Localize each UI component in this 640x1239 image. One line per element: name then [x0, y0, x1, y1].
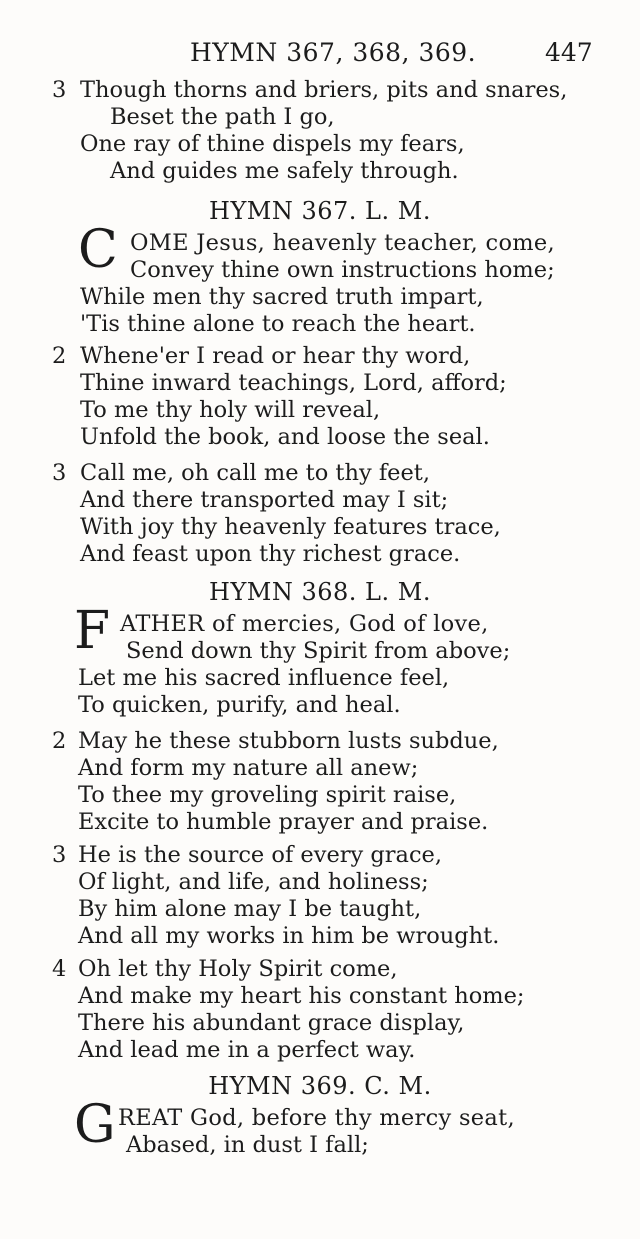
verse-line: OME Jesus, heavenly teacher, come, — [130, 230, 555, 256]
verse-line: Let me his sacred influence feel, — [78, 665, 450, 691]
verse-number: 2 — [52, 728, 67, 754]
verse-line: And lead me in a perfect way. — [78, 1037, 416, 1063]
hymn-title: HYMN 368. L. M. — [209, 578, 431, 606]
verse-line: And feast upon thy richest grace. — [80, 541, 461, 567]
verse-line: May he these stubborn lusts subdue, — [78, 728, 499, 754]
verse-line: One ray of thine dispels my fears, — [80, 131, 465, 157]
running-head: HYMN 367, 368, 369. — [190, 38, 477, 67]
verse-line: There his abundant grace display, — [78, 1010, 465, 1036]
verse-line: To thee my groveling spirit raise, — [78, 782, 457, 808]
verse-line: By him alone may I be taught, — [78, 896, 422, 922]
drop-cap: F — [74, 601, 111, 661]
verse-line: Beset the path I go, — [110, 104, 335, 130]
verse-line: Thine inward teachings, Lord, afford; — [80, 370, 507, 396]
verse-line: Convey thine own instructions home; — [130, 257, 555, 283]
verse-number: 3 — [52, 77, 67, 103]
verse-line: Oh let thy Holy Spirit come, — [78, 956, 398, 982]
verse-line: REAT God, before thy mercy seat, — [118, 1105, 515, 1131]
verse-line: And form my nature all anew; — [78, 755, 419, 781]
verse-number: 2 — [52, 343, 67, 369]
verse-number: 3 — [52, 842, 67, 868]
drop-cap: C — [78, 220, 118, 280]
verse-line: Whene'er I read or hear thy word, — [80, 343, 471, 369]
verse-line: And there transported may I sit; — [80, 487, 449, 513]
drop-cap: G — [74, 1095, 116, 1155]
verse-line: He is the source of every grace, — [78, 842, 443, 868]
verse-line: And make my heart his constant home; — [78, 983, 525, 1009]
verse-number: 3 — [52, 460, 67, 486]
verse-line: Of light, and life, and holiness; — [78, 869, 429, 895]
verse-line: And guides me safely through. — [110, 158, 459, 184]
verse-line: Call me, oh call me to thy feet, — [80, 460, 430, 486]
hymn-title: HYMN 367. L. M. — [209, 197, 431, 225]
page-number: 447 — [545, 38, 593, 67]
verse-line: With joy thy heavenly features trace, — [80, 514, 501, 540]
verse-line: To quicken, purify, and heal. — [78, 692, 401, 718]
verse-line: Unfold the book, and loose the seal. — [80, 424, 490, 450]
verse-line: While men thy sacred truth impart, — [80, 284, 484, 310]
verse-line: 'Tis thine alone to reach the heart. — [80, 311, 476, 337]
hymn-title: HYMN 369. C. M. — [208, 1072, 432, 1100]
verse-line: ATHER of mercies, God of love, — [120, 611, 489, 637]
verse-line: Abased, in dust I fall; — [126, 1132, 369, 1158]
verse-line: Though thorns and briers, pits and snares, — [80, 77, 568, 103]
verse-number: 4 — [52, 956, 67, 982]
verse-line: Send down thy Spirit from above; — [126, 638, 511, 664]
verse-line: Excite to humble prayer and praise. — [78, 809, 489, 835]
verse-line: To me thy holy will reveal, — [80, 397, 381, 423]
verse-line: And all my works in him be wrought. — [78, 923, 500, 949]
